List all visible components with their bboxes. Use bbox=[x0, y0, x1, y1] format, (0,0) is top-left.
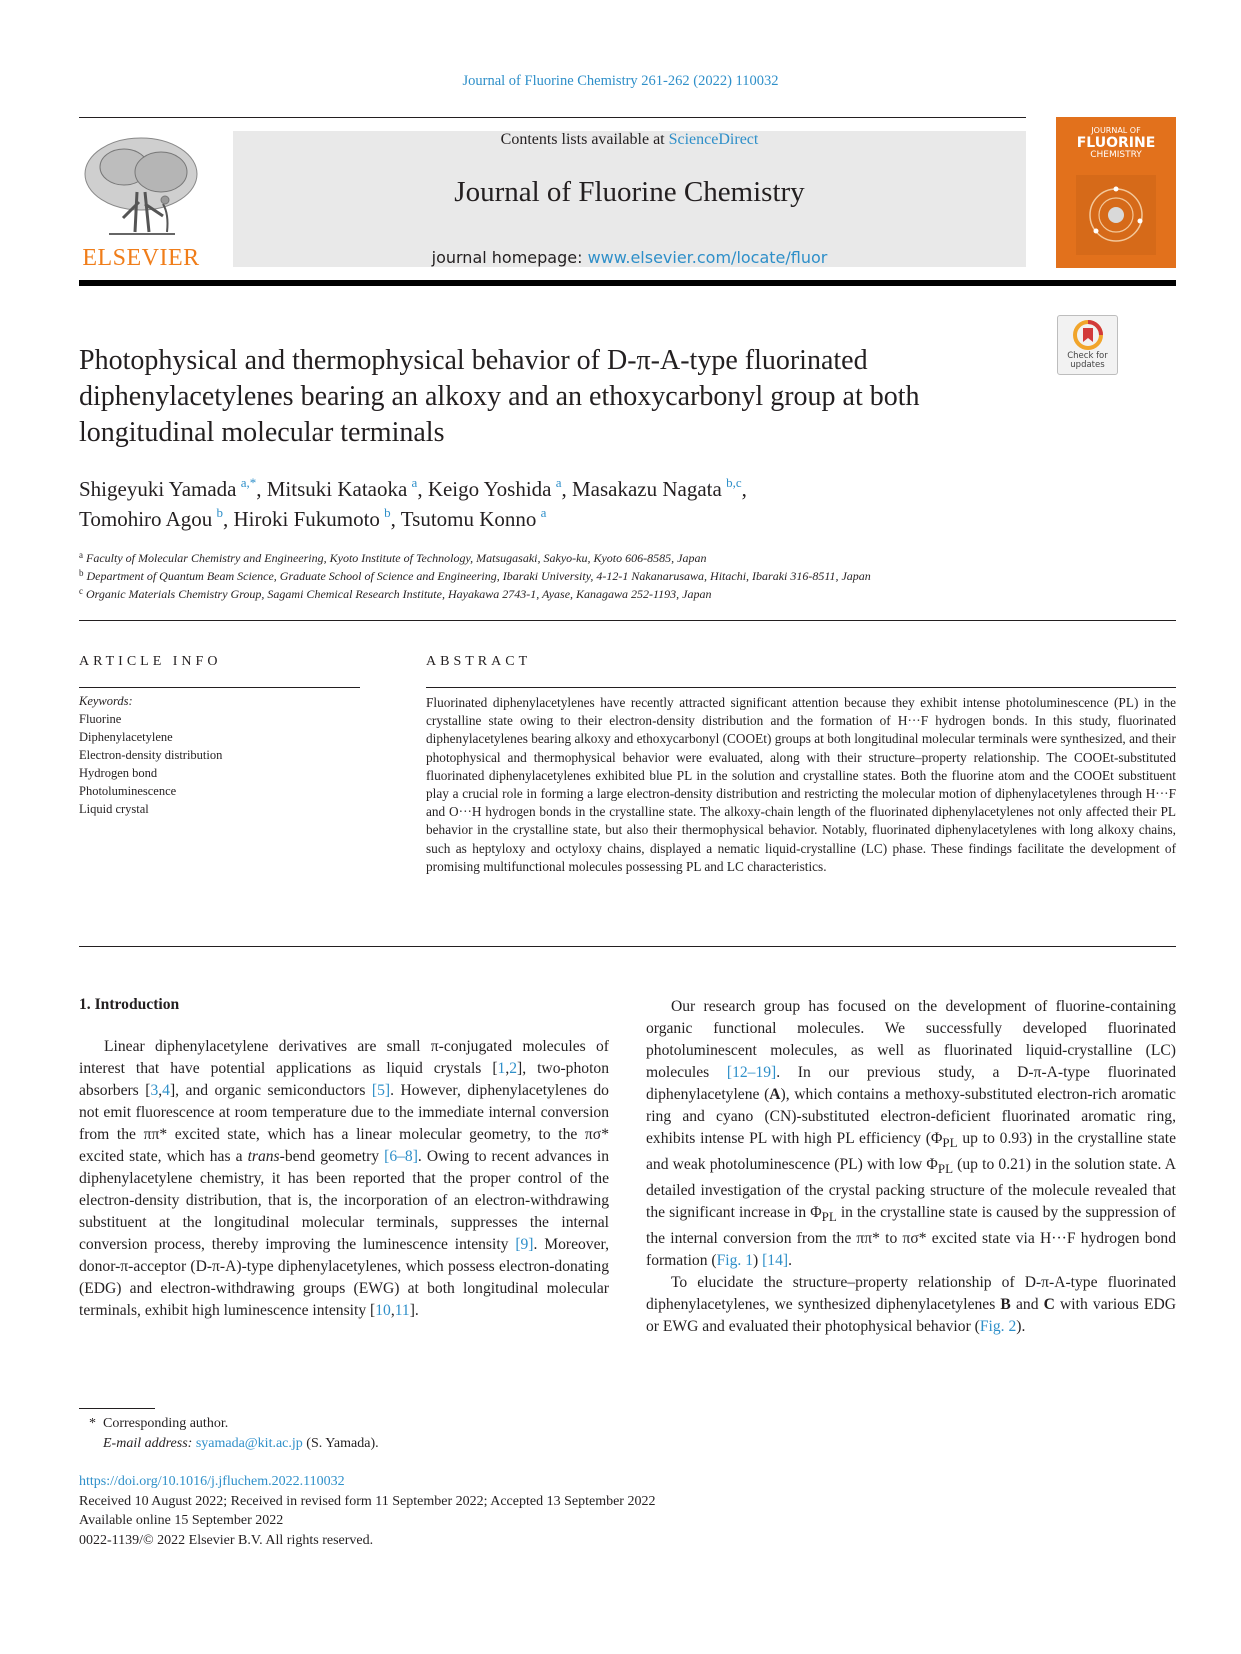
affiliations bbox=[79, 549, 1176, 603]
subscript: PL bbox=[937, 1161, 954, 1177]
text-run: . bbox=[788, 1252, 792, 1270]
title-line-2: diphenylacetylenes bearing an alkoxy and an ethoxycarbonyl group at both bbox=[79, 381, 920, 412]
email-link[interactable]: syamada@kit.ac.jp bbox=[195, 1436, 303, 1451]
author-name: Shigeyuki Yamada bbox=[79, 477, 237, 501]
bookmark-icon bbox=[1073, 320, 1103, 350]
author-affiliation-link[interactable]: a bbox=[411, 475, 418, 490]
text-run: To elucidate the structure–property relationship of D-π-A-type fluorinated diphenylacetylenes, we synthesized diphenylacetylenes bbox=[646, 1274, 1176, 1314]
cover-title bbox=[1056, 125, 1176, 161]
keyword-item: Photoluminescence bbox=[79, 784, 177, 798]
citation-link[interactable]: 10 bbox=[375, 1302, 391, 1319]
text-run: Our research group has focused on the development of fluorine-containing organic functional molecules. We successfully developed fluorinated photoluminescent molecules, as well as fluorinated liquid-crystalline (LC) molecules bbox=[646, 998, 1176, 1081]
citation-link[interactable]: [9] bbox=[515, 1236, 534, 1253]
check-updates-line1: Check for bbox=[1067, 351, 1108, 361]
author-name: Masakazu Nagata bbox=[572, 477, 722, 501]
article-title bbox=[79, 343, 1039, 451]
keywords-block bbox=[79, 692, 360, 818]
footnote-mark: * bbox=[89, 1416, 96, 1431]
citation-link[interactable]: 4 bbox=[162, 1082, 170, 1099]
intro-paragraph-2 bbox=[646, 996, 1176, 1272]
author-separator: , bbox=[223, 507, 234, 531]
text-run: (up to 0.21) in the solution state. A detailed investigation of the crystal packing structure of the molecule revealed that the significant increase in Φ bbox=[646, 1156, 1176, 1222]
header-rule-top bbox=[79, 117, 1026, 118]
citation-link[interactable]: [12–19] bbox=[726, 1064, 777, 1081]
citation-link[interactable]: [14] bbox=[762, 1252, 789, 1270]
email-suffix: (S. Yamada). bbox=[302, 1436, 379, 1451]
author-name: Tomohiro Agou bbox=[79, 507, 213, 531]
compound-label: B bbox=[1000, 1296, 1011, 1314]
keyword-item: Electron-density distribution bbox=[79, 748, 223, 762]
abstract-heading: ABSTRACT bbox=[426, 654, 532, 669]
text-run: . Owing to recent advances in diphenylacetylene chemistry, it has been reported that the proper control of the electron-density distribution, that is, the incorporation of an electron-withdrawing substituent at the longitudinal molecular terminals, suppresses the internal conversion process, thereby improving the luminescence intensity bbox=[79, 1148, 609, 1253]
author-affiliation-link[interactable]: b bbox=[384, 505, 391, 520]
affiliation-text: Department of Quantum Beam Science, Graduate School of Science and Engineering, Ibaraki University, 4-12-1 Nakanarusawa, Hitachi, Ibaraki 316-8511, Japan bbox=[86, 569, 871, 583]
atom-icon bbox=[1056, 165, 1176, 265]
text-run: Linear diphenylacetylene derivatives are small π-conjugated molecules of interest that have potential applications as liquid crystals [ bbox=[79, 1038, 609, 1077]
contents-line bbox=[233, 131, 1026, 149]
affiliation-item bbox=[79, 567, 1176, 585]
keyword-item: Diphenylacetylene bbox=[79, 730, 173, 744]
cover-title-line3: CHEMISTRY bbox=[1090, 150, 1142, 160]
author-line-2 bbox=[79, 504, 1079, 534]
journal-banner bbox=[233, 131, 1026, 267]
footnote bbox=[89, 1414, 689, 1454]
citation-link[interactable]: 11 bbox=[394, 1302, 410, 1319]
author-name: Hiroki Fukumoto bbox=[233, 507, 380, 531]
text-run: ]. bbox=[409, 1302, 419, 1319]
received-dates: Received 10 August 2022; Received in revised form 11 September 2022; Accepted 13 September 2022 bbox=[79, 1493, 656, 1509]
author-list bbox=[79, 474, 1079, 534]
text-run: . However, diphenylacetylenes do not emit fluorescence at room temperature due to the immediate internal conversion from the ππ* excited state, which has a linear molecular geometry, to the πσ* excited state, which has a bbox=[79, 1082, 609, 1165]
check-for-updates-button[interactable] bbox=[1057, 315, 1118, 375]
abstract-text: Fluorinated diphenylacetylenes have recently attracted significant attention because they exhibit intense photoluminescence (PL) in the crystalline state owing to their electron-density distribution and the formation of H···F hydrogen bonds. In this study, fluorinated diphenylacetylenes bearing alkoxy and ethoxycarbonyl (COOEt) groups at both longitudinal molecular terminals were synthesized, and their photophysical and thermophysical behavior were evaluated, along with their structure–property relationship. The COOEt-substituted fluorinated diphenylacetylenes exhibited blue PL in the solution and crystalline states. Both the fluorine atom and the COOEt substituent play a crucial role in forming a large electron-density distribution and restricting the molecular motion of diphenylacetylenes through H···F and O···H hydrogen bonds in the crystalline state. The alkoxy-chain length of the fluorinated diphenylacetylenes not only affected their PL behavior in the crystalline state, but also their thermophysical behavior. Notably, fluorinated diphenylacetylenes with long alkoxy chains, such as heptyloxy and octyloxy chains, displayed a nematic liquid-crystalline (LC) phase. These findings facilitate the development of promising multifunctional molecules possessing PL and LC characteristics. bbox=[426, 695, 1176, 874]
citation-link[interactable]: 1 bbox=[497, 1060, 506, 1077]
text-run: ), which contains a methoxy-substituted electron-rich aromatic ring and cyano (CN)-substituted electron-deficient fluorinated aromatic ring, exhibits intense PL with high PL efficiency (Φ bbox=[646, 1086, 1176, 1147]
text-run-italic: trans bbox=[247, 1148, 280, 1165]
header-rule-bottom bbox=[79, 280, 1176, 286]
author-line-1 bbox=[79, 474, 1079, 504]
text-run: and bbox=[1010, 1296, 1044, 1314]
contents-prefix: Contents lists available at bbox=[500, 131, 669, 148]
citation-link[interactable]: 3 bbox=[150, 1082, 159, 1099]
title-line-3: longitudinal molecular terminals bbox=[79, 417, 445, 448]
body-column-right bbox=[646, 996, 1176, 1338]
text-run: ). bbox=[1016, 1318, 1026, 1336]
citation-link[interactable]: [6–8] bbox=[384, 1148, 418, 1165]
corresponding-label: Corresponding author. bbox=[103, 1416, 229, 1431]
affiliations-rule bbox=[79, 620, 1176, 621]
author-separator: , bbox=[256, 477, 267, 501]
corresponding-author-note bbox=[89, 1414, 689, 1434]
text-run: ) bbox=[753, 1252, 763, 1270]
article-info-heading: ARTICLE INFO bbox=[79, 654, 222, 669]
journal-reference[interactable]: Journal of Fluorine Chemistry 261-262 (2022) 110032 bbox=[462, 73, 779, 89]
keyword-item: Liquid crystal bbox=[79, 802, 149, 816]
keyword-item: Hydrogen bond bbox=[79, 766, 158, 780]
text-run: ], two-photon absorbers [ bbox=[79, 1060, 610, 1099]
subscript: PL bbox=[821, 1209, 837, 1225]
footnote-rule bbox=[79, 1408, 155, 1409]
citation-link[interactable]: 2 bbox=[509, 1060, 518, 1077]
affiliation-mark: b bbox=[79, 568, 84, 578]
journal-cover bbox=[1056, 117, 1176, 268]
doi-link[interactable]: https://doi.org/10.1016/j.jfluchem.2022.110032 bbox=[79, 1474, 345, 1489]
text-run: in the crystalline state is caused by the suppression of the internal conversion from the ππ* to πσ* excited state via H···F hydrogen bond formation ( bbox=[646, 1204, 1176, 1270]
author-affiliation-link[interactable]: a,* bbox=[240, 475, 257, 490]
author-affiliation-link[interactable]: b,c bbox=[726, 475, 742, 490]
text-run: -bend geometry bbox=[279, 1148, 385, 1165]
body-column-left bbox=[79, 1036, 609, 1322]
subscript: PL bbox=[942, 1135, 958, 1151]
author-separator: , bbox=[741, 477, 747, 501]
text-run: . In our previous study, a D-π-A-type fluorinated diphenylacetylene ( bbox=[646, 1064, 1176, 1103]
keywords-label: Keywords: bbox=[79, 694, 133, 708]
text-run: ], and organic semiconductors bbox=[169, 1082, 372, 1099]
homepage-line bbox=[233, 248, 1026, 267]
article-info-rule bbox=[79, 687, 360, 688]
author-affiliation-link[interactable]: a bbox=[540, 505, 547, 520]
copyright: 0022-1139/© 2022 Elsevier B.V. All rights reserved. bbox=[79, 1532, 374, 1548]
homepage-link[interactable]: www.elsevier.com/locate/fluor bbox=[587, 248, 828, 267]
cover-title-line1: JOURNAL OF bbox=[1091, 126, 1141, 135]
text-run: up to 0.93) in the crystalline state and weak photoluminescence (PL) with low Φ bbox=[646, 1130, 1176, 1174]
email-label: E-mail address: bbox=[103, 1436, 196, 1451]
introduction-heading: 1. Introduction bbox=[79, 996, 180, 1013]
author-name: Mitsuki Kataoka bbox=[266, 477, 408, 501]
sciencedirect-link[interactable]: ScienceDirect bbox=[668, 131, 759, 148]
publication-info bbox=[79, 1472, 979, 1550]
intro-paragraph-1 bbox=[79, 1036, 609, 1322]
text-run: , bbox=[390, 1302, 395, 1319]
compound-label: C bbox=[1043, 1296, 1055, 1314]
affiliation-item bbox=[79, 549, 1176, 567]
text-run: , bbox=[158, 1082, 163, 1099]
author-name: Keigo Yoshida bbox=[427, 477, 552, 501]
author-name: Tsutomu Konno bbox=[400, 507, 537, 531]
abstract-bottom-rule bbox=[79, 946, 1176, 947]
title-line-1: Photophysical and thermophysical behavior of D-π-A-type fluorinated bbox=[79, 345, 868, 376]
compound-label: A bbox=[769, 1086, 781, 1103]
affiliation-mark: c bbox=[79, 586, 83, 596]
author-affiliation-link[interactable]: a bbox=[555, 475, 562, 490]
available-online: Available online 15 September 2022 bbox=[79, 1513, 284, 1528]
check-for-updates-label bbox=[1058, 352, 1117, 370]
author-separator: , bbox=[417, 477, 428, 501]
affiliation-text: Organic Materials Chemistry Group, Sagami Chemical Research Institute, Hayakawa 2743-1, Ayase, Kanagawa 252-1193, Japan bbox=[86, 587, 712, 601]
affiliation-item bbox=[79, 585, 1176, 603]
journal-title: Journal of Fluorine Chemistry bbox=[454, 176, 805, 208]
figure-link[interactable]: Fig. 1 bbox=[716, 1252, 753, 1270]
author-separator: , bbox=[561, 477, 572, 501]
keyword-item: Fluorine bbox=[79, 712, 122, 726]
text-run: with various EDG or EWG and evaluated their photophysical behavior ( bbox=[646, 1296, 1177, 1336]
text-run: . Moreover, donor-π-acceptor (D-π-A)-type diphenylacetylenes, which possess electron-donating (EDG) and electron-withdrawing groups (EWG) at both longitudinal molecular terminals, exhibit high luminescence intensity [ bbox=[79, 1236, 609, 1319]
intro-paragraph-3 bbox=[646, 1272, 1176, 1338]
affiliation-text: Faculty of Molecular Chemistry and Engineering, Kyoto Institute of Technology, Matsugasaki, Sakyo-ku, Kyoto 606-8585, Japan bbox=[86, 551, 707, 565]
elsevier-wordmark: ELSEVIER bbox=[82, 245, 200, 271]
author-separator: , bbox=[390, 507, 401, 531]
abstract-rule bbox=[426, 687, 1176, 688]
check-updates-line2: updates bbox=[1070, 360, 1105, 370]
cover-title-line2: FLUORINE bbox=[1076, 135, 1156, 151]
text-run: , bbox=[505, 1060, 510, 1077]
affiliation-mark: a bbox=[79, 550, 83, 560]
citation-link[interactable]: [5] bbox=[371, 1082, 391, 1099]
figure-link[interactable]: Fig. 2 bbox=[979, 1318, 1017, 1336]
author-affiliation-link[interactable]: b bbox=[216, 505, 223, 520]
homepage-prefix: journal homepage: bbox=[431, 248, 588, 267]
email-line bbox=[89, 1434, 689, 1454]
